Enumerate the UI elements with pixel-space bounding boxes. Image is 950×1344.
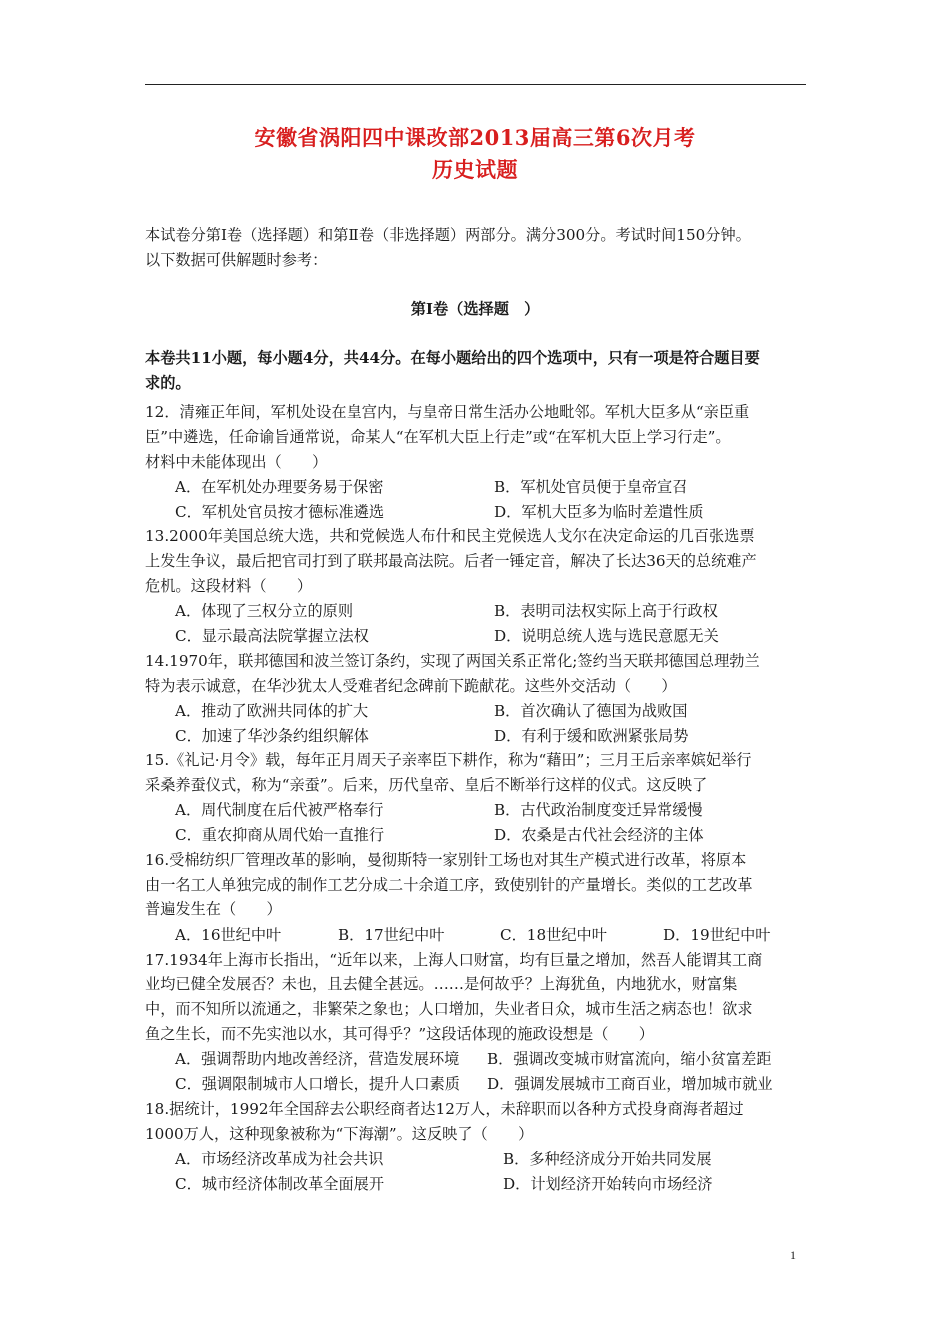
- question-stem-line: 17.1934年上海市长指出，“近年以来，上海人口财富，均有巨量之增加，然吾人能谓其工商: [145, 951, 763, 969]
- option-a: A．强调帮助内地改善经济，营造发展环境: [175, 1050, 460, 1068]
- section-instruction-1: 本卷共11小题，每小题4分，共44分。在每小题给出的四个选项中，只有一项是符合题目要: [145, 349, 760, 367]
- option-b: B．多种经济成分开始共同发展: [503, 1150, 712, 1168]
- question-stem-line: 上发生争议，最后把官司打到了联邦最高法院。后者一锤定音，解决了长达36天的总统难产: [145, 552, 757, 570]
- question-stem-line: 中，而不知所以流通之，非繁荣之象也；人口增加，失业者日众，城市生活之病态也！欲求: [145, 1000, 753, 1018]
- section-title: 第Ⅰ卷（选择题 ）: [410, 300, 540, 318]
- option-c: C．强调限制城市人口增长，提升人口素质: [175, 1075, 460, 1093]
- question-stem-line: 危机。这段材料（ ）: [145, 577, 313, 595]
- page-number: 1: [790, 1248, 796, 1262]
- option-d: D．农桑是古代社会经济的主体: [494, 826, 704, 844]
- question-stem-line: 由一名工人单独完成的制作工艺分成二十余道工序，致使别针的产量增长。类似的工艺改革: [145, 876, 753, 894]
- option-a: A．体现了三权分立的原则: [175, 602, 354, 620]
- question-stem-line: 材料中未能体现出（ ）: [145, 453, 328, 471]
- option-b: B．表明司法权实际上高于行政权: [494, 602, 718, 620]
- question-stem-line: 臣”中遴选，任命谕旨通常说，命某人“在军机大臣上行走”或“在军机大臣上学习行走”。: [145, 428, 731, 446]
- question-stem-line: 特为表示诚意，在华沙犹太人受难者纪念碑前下跪献花。这些外交活动（ ）: [145, 677, 677, 695]
- option-c: C．城市经济体制改革全面展开: [175, 1175, 385, 1193]
- option-d: D．说明总统人选与选民意愿无关: [494, 627, 719, 645]
- intro-line-1: 本试卷分第Ⅰ卷（选择题）和第Ⅱ卷（非选择题）两部分。满分300分。考试时间150分钟。: [145, 226, 751, 244]
- option-b: B．首次确认了德国为战败国: [494, 702, 688, 720]
- question-stem-line: 15.《礼记·月令》载，每年正月周天子亲率臣下耕作，称为“藉田”；三月王后亲率嫔妃举行: [145, 751, 752, 769]
- option-c: C．加速了华沙条约组织解体: [175, 727, 369, 745]
- option-b: B．17世纪中叶: [338, 926, 445, 944]
- question-stem-line: 采桑养蚕仪式，称为“亲蚕”。后来，历代皇帝、皇后不断举行这样的仪式。这反映了: [145, 776, 708, 794]
- question-stem-line: 13.2000年美国总统大选，共和党候选人布什和民主党候选人戈尔在决定命运的几百张选票: [145, 527, 755, 545]
- header-rule: [145, 84, 806, 85]
- option-b: B．军机处官员便于皇帝宣召: [494, 478, 688, 496]
- option-c: C．18世纪中叶: [500, 926, 607, 944]
- option-a: A．周代制度在后代被严格奉行: [175, 801, 384, 819]
- option-d: D．强调发展城市工商百业，增加城市就业: [487, 1075, 773, 1093]
- exam-title: 安徽省涡阳四中课改部2013届高三第6次月考: [254, 125, 696, 150]
- option-c: C．军机处官员按才德标准遴选: [175, 503, 385, 521]
- question-stem-line: 12．清雍正年间，军机处设在皇宫内，与皇帝日常生活办公地毗邻。军机大臣多从“亲臣重: [145, 403, 750, 421]
- option-b: B．强调改变城市财富流向，缩小贫富差距: [487, 1050, 772, 1068]
- question-stem-line: 14.1970年，联邦德国和波兰签订条约，实现了两国关系正常化;签约当天联邦德国总理勃兰: [145, 652, 760, 670]
- question-stem-line: 鱼之生长，而不先实池以水，其可得乎？”这段话体现的施政设想是（ ）: [145, 1025, 654, 1043]
- option-a: A．16世纪中叶: [175, 926, 282, 944]
- option-d: D．计划经济开始转向市场经济: [503, 1175, 713, 1193]
- option-d: D．有利于缓和欧洲紧张局势: [494, 727, 689, 745]
- question-stem-line: 普遍发生在（ ）: [145, 900, 282, 918]
- option-a: A．市场经济改革成为社会共识: [175, 1150, 384, 1168]
- question-stem-line: 业均已健全发展否？未也，且去健全甚远。……是何故乎？上海犹鱼，内地犹水，财富集: [145, 975, 738, 993]
- question-stem-line: 18.据统计，1992年全国辞去公职经商者达12万人，未辞职而以各种方式投身商海者超过: [145, 1100, 744, 1118]
- question-stem-line: 1000万人，这种现象被称为“下海潮”。这反映了（ ）: [145, 1125, 534, 1143]
- option-d: D．19世纪中叶: [663, 926, 771, 944]
- section-instruction-2: 求的。: [145, 374, 191, 392]
- intro-line-2: 以下数据可供解题时参考：: [145, 251, 328, 269]
- option-d: D．军机大臣多为临时差遣性质: [494, 503, 704, 521]
- option-c: C．重农抑商从周代始一直推行: [175, 826, 385, 844]
- exam-subtitle: 历史试题: [432, 157, 518, 182]
- question-stem-line: 16.受棉纺织厂管理改革的影响，曼彻斯特一家别针工场也对其生产模式进行改革，将原本: [145, 851, 747, 869]
- option-a: A．在军机处办理要务易于保密: [175, 478, 384, 496]
- option-c: C．显示最高法院掌握立法权: [175, 627, 369, 645]
- option-a: A．推动了欧洲共同体的扩大: [175, 702, 369, 720]
- option-b: B．古代政治制度变迁异常缓慢: [494, 801, 703, 819]
